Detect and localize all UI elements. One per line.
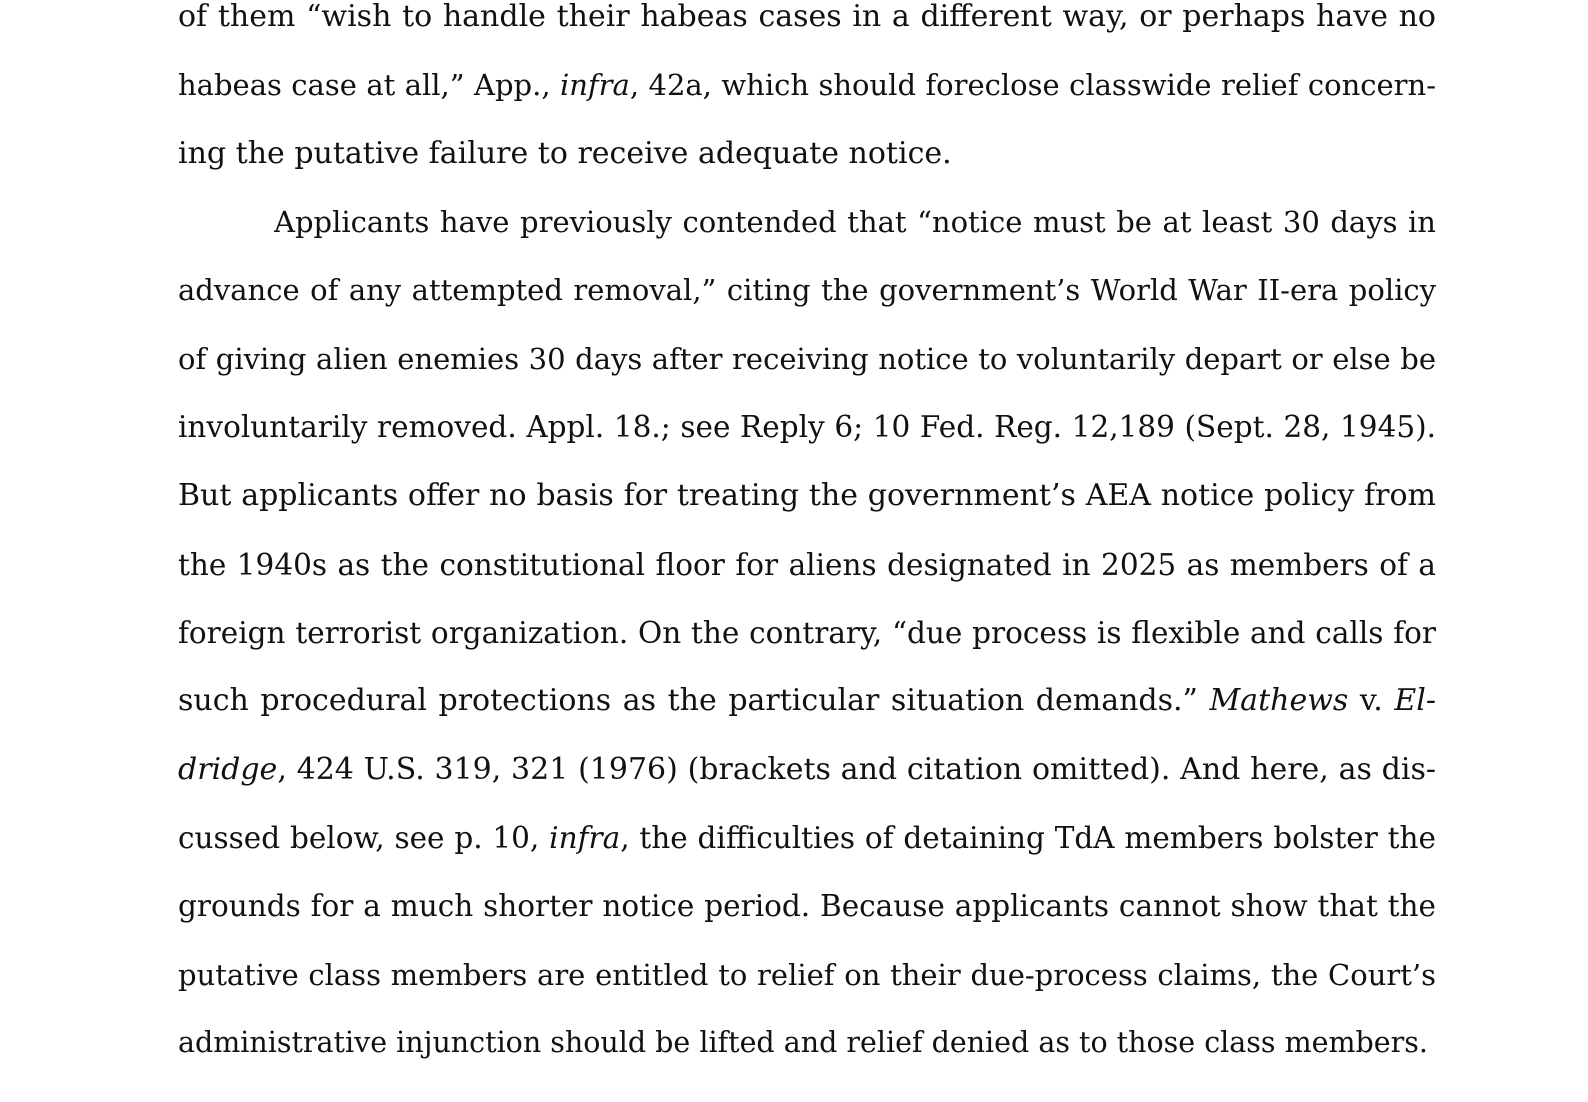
text-run: foreign terrorist organization. On the contrary, “due process is flexible and calls for: [178, 616, 1436, 650]
text-run: , 424 U.S. 319, 321 (1976) (brackets and citation omitted). And here, as dis-: [277, 752, 1436, 787]
italic-text-run: El-: [1394, 683, 1436, 718]
text-run: v.: [1348, 683, 1395, 718]
text-line: [178, 65, 1436, 105]
text-run: advance of any attempted removal,” citing the government’s World War II-era policy: [178, 273, 1436, 307]
text-line: [178, 613, 1436, 653]
text-run: , 42a, which should foreclose classwide relief concern-: [629, 68, 1436, 102]
text-run: habeas case at all,” App.,: [178, 68, 560, 102]
text-run: cussed below, see p. 10,: [178, 821, 550, 855]
italic-text-run: dridge: [178, 752, 278, 787]
text-run: of giving alien enemies 30 days after receiving notice to voluntarily depart or else be: [178, 342, 1436, 376]
text-run: of them “wish to handle their habeas cases in a different way, or perhaps have no: [178, 0, 1436, 34]
text-run: Applicants have previously contended that “notice must be at least 30 days in: [274, 205, 1436, 239]
text-run: the 1940s as the constitutional floor for aliens designated in 2025 as members of a: [178, 548, 1436, 582]
text-line: [178, 886, 1436, 926]
text-run: ing the putative failure to receive adequate notice.: [178, 136, 952, 171]
text-line: [178, 0, 1436, 37]
text-line: [178, 818, 1436, 858]
text-line: [178, 339, 1436, 379]
italic-text-run: Mathews: [1209, 683, 1349, 718]
text-run: grounds for a much shorter notice period. Because applicants cannot show that the: [178, 889, 1436, 923]
text-run: involuntarily removed. Appl. 18.; see Reply 6; 10 Fed. Reg. 12,189 (Sept. 28, 1945).: [178, 410, 1436, 444]
text-line: [178, 270, 1436, 310]
text-run: administrative injunction should be lifted and relief denied as to those class members.: [178, 1026, 1428, 1059]
text-line: [178, 545, 1436, 585]
text-line: [178, 681, 1436, 721]
text-line: [178, 750, 1436, 790]
paragraph-first-line: [274, 202, 1436, 242]
italic-text-run: infra: [549, 821, 621, 855]
text-line: [178, 1023, 1436, 1063]
text-line: [178, 955, 1436, 995]
text-line: [178, 134, 1436, 174]
text-run: such procedural protections as the particular situation demands.”: [178, 683, 1210, 718]
text-run: But applicants offer no basis for treating the government’s AEA notice policy from: [178, 478, 1436, 513]
text-line: [178, 407, 1436, 447]
text-line: [178, 476, 1436, 516]
text-run: putative class members are entitled to relief on their due-process claims, the Court’s: [178, 958, 1436, 992]
text-run: , the difficulties of detaining TdA members bolster the: [620, 821, 1436, 855]
italic-text-run: infra: [559, 68, 630, 102]
